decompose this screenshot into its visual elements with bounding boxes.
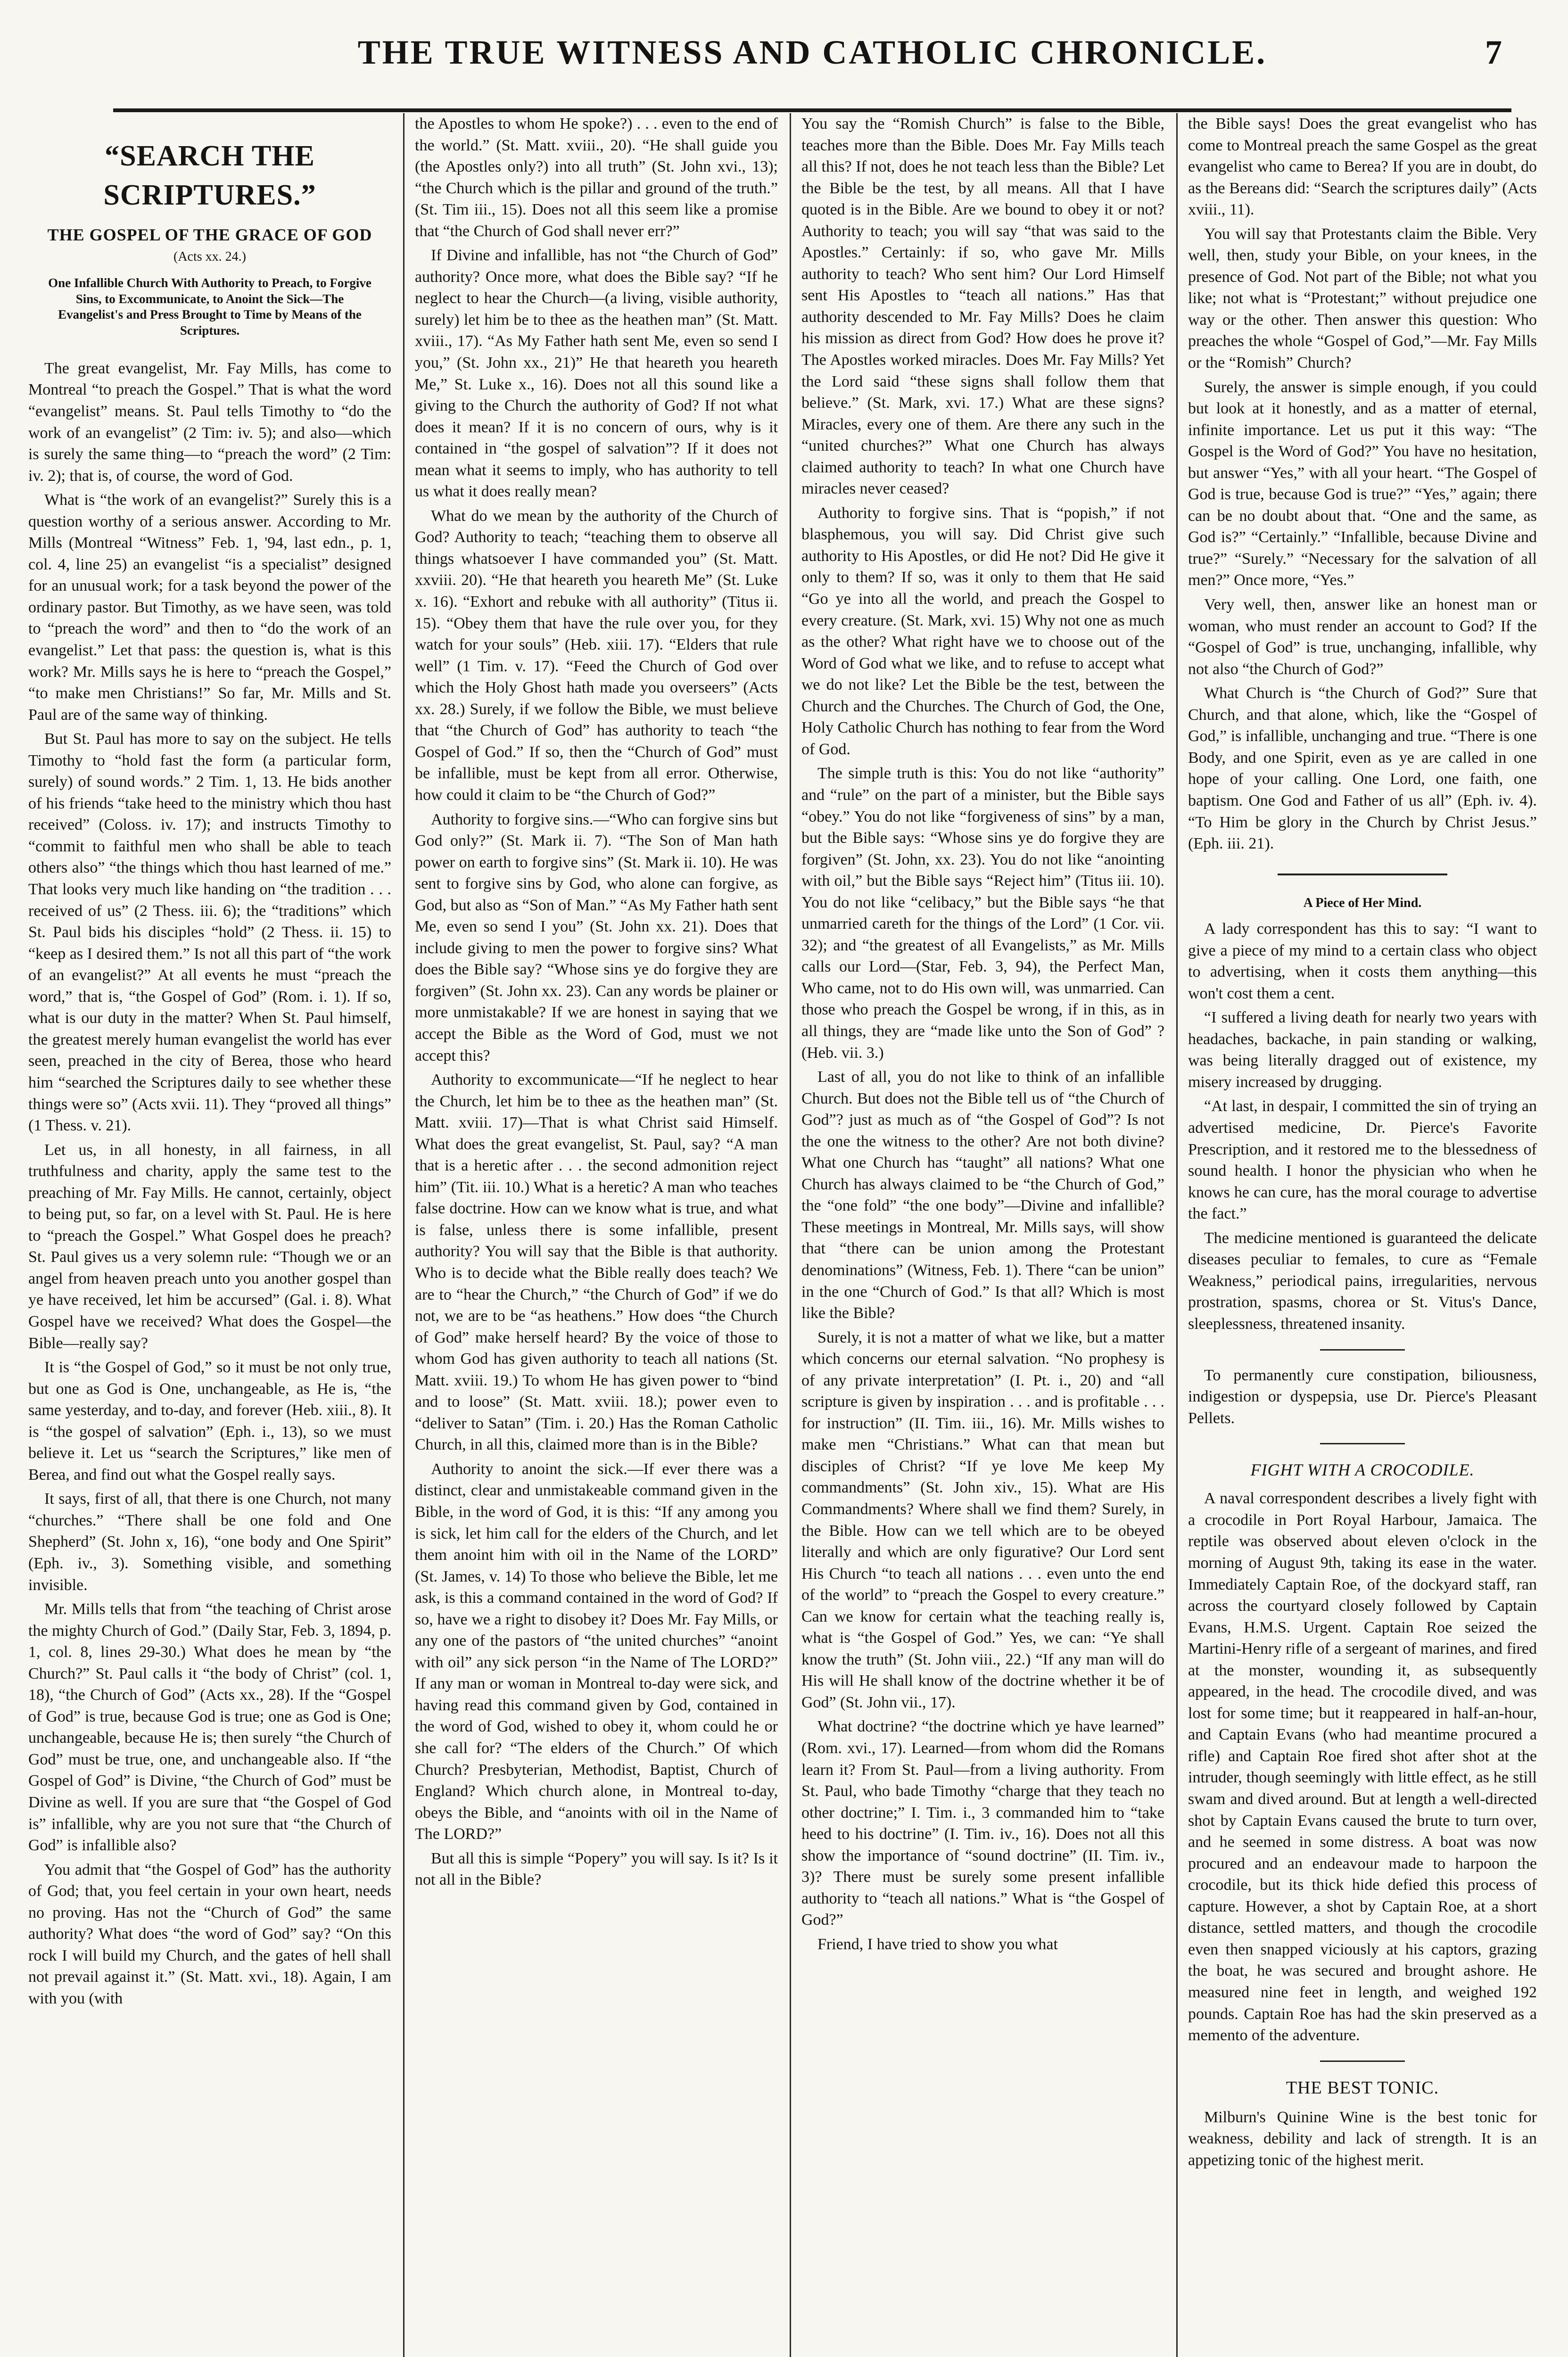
paragraph: Very well, then, answer like an honest man or woman, who must render an account to God? If the “Gospel of God” is true, unchanging, infallible, why not also “the Church of God?” [1188,596,1537,678]
column-2 [415,113,778,2357]
column-rule [790,113,791,2357]
paragraph: What doctrine? “the doctrine which ye have learned” (Rom. xvi., 17). Learned—from whom did the Romans learn it? From St. Paul—from a living authority. From St. Paul, who bade Timothy “charge that they teach no other doctrine;” I. Tim. i., 3 commanded him to “take heed to his doctrine” (I. Tim. iv., 16). Does not all this show the importance of “sound doctrine” (II. Tim. iv., 3)? There must be surely some present infallible authority to “teach all nations.” What is “the Gospel of God?” [801,1718,1164,1929]
paragraph: Let us, in all honesty, in all fairness, in all truthfulness and charity, apply the same test to the preaching of Mr. Fay Mills. He cannot, certainly, object to being put, so far, on a level with St. Paul. He is here to “preach the Gospel.” What Gospel does he preach? St. Paul gives us a very solemn rule: “Though we or an angel from heaven preach unto you another gospel than ye have received, let him be accursed” (Gal. i. 8). What Gospel have we received? What does the Gospel—the Bible—really say? [28,1141,391,1352]
paragraph: Friend, I have tried to show you what [817,1935,1058,1953]
paragraph: You will say that Protestants claim the Bible. Very well, then, study your Bible, on your knees, in the presence of God. Not part of the Bible; not what you like; not what is “Protestant;” without prejudice one way or the other. Then answer this question: Who preaches the whole “Gospel of God,”—Mr. Fay Mills or the “Romish” Church? [1188,225,1537,372]
paragraph: Milburn's Quinine Wine is the best tonic for weakness, debility and lack of strength. It is an appetizing tonic of the highest merit. [1188,2108,1537,2169]
page-number: 7 [1485,33,1502,71]
paragraph: You say the “Romish Church” is false to the Bible, teaches more than the Bible. Does Mr. Fay Mills teach all this? If not, does he not teach less than the Bible? Let the Bible be the test, by all means. All that I have quoted is in the Bible. Are we bound to obey it or not? Authority to teach; you will say “that was said to the Apostles.” Certainly: if so, who gave Mr. Mills authority to teach? Who sent him? Our Lord Himself sent His Apostles to “teach all nations.” Has that authority descended to Mr. Fay Mills? Does he claim his mission as direct from God? How does he prove it? The Apostles worked miracles. Does Mr. Fay Mills? Yet the Lord said “these signs shall follow them that believe.” (St. Mark, xvi. 17.) What are these signs? Miracles, every one of them. Are there any such in the “united churches?” What one Church has always claimed authority to teach? In what one Church have miracles never ceased? [801,115,1164,498]
paragraph: Authority to forgive sins. That is “popish,” if not blasphemous, you will say. Did Christ give such authority to His Apostles, or did He not? Did He give it only to them? If so, was it only to them that He said “Go ye into all the world, and preach the Gospel to every creature. (St. Mark, xvi. 15) Why not one as much as the other? What right have we to choose out of the Word of God what we like, and to refuse to accept what we do not like? Let the Bible be the test, between the Church and the Churches. The Church of God, the One, Holy Catholic Church has nothing to fear from the Word of God. [801,504,1164,758]
paragraph: Authority to forgive sins.—“Who can forgive sins but God only?” (St. Mark ii. 7). “The Son of Man hath power on earth to forgive sins” (St. Mark ii. 10). He was sent to forgive sins by God, who alone can forgive, as God, but also as “Son of Man.” “As My Father hath sent Me, even so send I you” (St. John xx. 21). Does that include giving to men the power to forgive sins? What does the Bible say? “Whose sins ye do forgive they are forgiven” (St. John xx. 23). Can any words be plainer or more unmistakable? If we are honest in saying that we accept the Bible as the Word of God, must we not accept this? [415,810,778,1064]
paragraph: The great evangelist, Mr. Fay Mills, has come to Montreal “to preach the Gospel.” That is what the word “evangelist” means. St. Paul tells Timothy to “do the work of an evangelist” (2 Tim: iv. 5); and also—which is surely the same thing—to “preach the word” (2 Tim: iv. 2); that is, of course, the word of God. [28,359,391,485]
paragraph: What do we mean by the authority of the Church of God? Authority to teach; “teaching them to observe all things whatsoever I have commanded you” (St. Matt. xxviii. 20). “He that heareth you heareth Me” (St. Luke x. 16). “Exhort and rebuke with all authority” (Titus ii. 15). “Obey them that have the rule over you, for they watch for your souls” (Heb. xiii. 17). “Elders that rule well” (1 Tim. v. 17). “Feed the Church of God over which the Holy Ghost hath made you overseers” (Acts xx. 28.) Surely, if we follow the Bible, we must believe that “the Church of God” has authority to teach “the Gospel of God.” If so, then the “Church of God” must be infallible, must be kept from all error. Otherwise, how could it claim to be “the Church of God?” [415,507,778,804]
article-reference: (Acts xx. 24.) [173,249,246,264]
paragraph: A lady correspondent has this to say: “I want to give a piece of my mind to a certain class who object to advertising, when it costs them anything—this won't cost them a cent. [1188,920,1537,1002]
piece-headline: A Piece of Her Mind. [1303,895,1422,910]
paragraph: But St. Paul has more to say on the subject. He tells Timothy to “hold fast the form (a particular form, surely) of sound words.” 2 Tim. 1, 13. He bids another of his friends “take heed to the ministry which thou hast received” (Coloss. iv. 17); and instructs Timothy to “commit to faithful men who shall be able to teach others also” “the things which thou hast learned of me.” That looks very much like handing on “the tradition . . . received of us” (2 Thess. iii. 6); the “traditions” which St. Paul bids his disciples “hold” (2 Thess. ii. 15) to “keep as I desired them.” Is not all this part of “the work of an evangelist?” At all events he must “preach the word,” that is, “the Gospel of God” (Rom. i. 1). If so, what is our duty in the matter? When St. Paul himself, the greatest merely human evangelist the world has ever seen, preached in the city of Berea, those who heard him “searched the Scriptures daily to see whether these things were so” (Acts xvii. 11). They “proved all things” (1 Thess. v. 21). [28,730,391,1135]
paragraph: It says, first of all, that there is one Church, not many “churches.” “There shall be one fold and One Shepherd” (St. John x, 16), “one body and One Spirit” (Eph. iv., 3). Something visible, and something invisible. [28,1490,391,1594]
paragraph: But all this is simple “Popery” you will say. Is it? Is it not all in the Bible? [415,1849,778,1889]
columns [28,113,1537,2357]
paragraph: the Apostles to whom He spoke?) . . . even to the end of the world.” (St. Matt. xviii., 20). “He shall guide you (the Apostles only?) into all truth” (St. John xvi., 13); “the Church which is the pillar and ground of the truth.” (St. Tim iii., 15). Does not all this seem like a promise that “the Church of God shall never err?” [415,115,778,240]
paragraph: You admit that “the Gospel of God” has the authority of God; that, you feel certain in your own heart, needs no proving. Has not the “Church of God” the same authority? What does “the word of God” say? “On this rock I will build my Church, and the gates of hell shall not prevail against it.” (St. Matt. xvi., 18). Again, I am with you (with [28,1861,391,2007]
paragraph: A naval correspondent describes a lively fight with a crocodile in Port Royal Harbour, Jamaica. The reptile was observed about eleven o'clock in the morning of August 9th, taking its ease in the water. Immediately Captain Roe, of the dockyard staff, ran across the courtyard closely followed by Captain Evans, H.M.S. Urgent. Captain Roe seized the Martini-Henry rifle of a sergeant of marines, and fired at the monster, wounding it, as subsequently appeared, in the head. The crocodile dived, and was lost for some time; but it reappeared in half-an-hour, and Captain Evans (who had meantime procured a rifle) and Captain Roe fired shot after shot at the intruder, though seemingly with little effect, as he still swam and dived around. But at length a well-directed shot by Captain Evans caused the brute to turn over, and he seemed in some distress. A boat was now procured and an endeavour made to harpoon the crocodile, but its thick hide defied this process of capture. However, a shot by Captain Roe, at a short distance, settled matters, and though the crocodile even then snapped viciously at his captors, grazing the boat, he was secured and brought ashore. He measured nine feet in length, and weighed 192 pounds. Captain Roe has had the skin preserved as a memento of the adventure. [1188,1490,1537,2044]
column-1 [28,113,391,2357]
paragraph: Surely, it is not a matter of what we like, but a matter which concerns our eternal salvation. “No prophesy is of any private interpretation” (I. Pt. i., 20) and “all scripture is given by inspiration . . . and is profitable . . . for instruction” (II. Tim. iii., 16). Mr. Mills wishes to make men “Christians.” What can that mean but disciples of Christ? “If ye love Me keep My commandments” (St. John xiv., 15). What are His Commandments? Where shall we find them? Surely, in the Bible. How can we tell which are to be obeyed literally and which are only figurative? Our Lord sent His Church “to teach all nations . . . even unto the end of the world” to “preach the Gospel to every creature.” Can we know for certain what the teaching really is, what is “the Gospel of God.” Yes, we can: “Ye shall know the truth” (St. John viii., 22.) “If any man will do His will He shall know of the doctrine whether it be of God” (St. John vii., 17). [801,1328,1164,1711]
paragraph: To permanently cure constipation, biliousness, indigestion or dyspepsia, use Dr. Pierce's Pleasant Pellets. [1188,1366,1537,1427]
article-subhead: THE GOSPEL OF THE GRACE OF GOD [47,225,372,245]
paragraph: the Bible says! Does the great evangelist who has come to Montreal preach the same Gospel as the great evangelist who came to Berea? If you are in doubt, do as the Bereans did: “Search the scriptures daily” (Acts xviii., 11). [1188,115,1537,219]
section-divider [1320,1443,1405,1444]
paragraph: The simple truth is this: You do not like “authority” and “rule” on the part of a minister, but the Bible says “obey.” You do not like “forgiveness of sins” by a man, but the Bible says: “Whose sins ye do forgive they are forgiven” (St. John, xx. 23). You do not like “anointing with oil,” but the Bible says “Reject him” (Titus iii. 10). You do not like “celibacy,” but the Bible says “he that unmarried careth for the things of the Lord” (1 Cor. vii. 32); and “the greatest of all Evangelists,” as Mr. Mills calls our Lord—(Star, Feb. 3, 94), the Perfect Man, Who came, not to do His own will, was unmarried. Can those who preach the Gospel be wrong, if in this, as in all things, they are “made like unto the Son of God” ? (Heb. vii. 3.) [801,765,1164,1062]
crocodile-headline: FIGHT WITH A CROCODILE. [1250,1460,1475,1480]
paragraph: Mr. Mills tells that from “the teaching of Christ arose the mighty Church of God.” (Daily Star, Feb. 3, 1894, p. 1, col. 8, lines 29-30.) What does he mean by “the Church?” St. Paul calls it “the body of Christ” (col. 1, 18), “the Church of God” (Acts xx., 28). If the “Gospel of God” is true, because God is true; one as God is One; unchangeable, because He is; then surely “the Church of God” must be true, one, and unchangeable also. If “the Gospel of God” is Divine, “the Church of God” must be Divine as well. If you are sure that “the Gospel of God is” infallible, why are you not sure that “the Church of God” is infallible also? [28,1600,391,1854]
paragraph: If Divine and infallible, has not “the Church of God” authority? Once more, what does the Bible say? “If he neglect to hear the Church—(a living, visible authority, surely) let him be to thee as the heathen man” (St. Matt. xviii., 17). “As My Father hath sent Me, even so send I you,” (St. John xx., 21)” He that heareth you heareth Me,” St. Luke x., 16). Does not all this sound like a giving to the Church the authority of God? If not what does it mean? If it is no concern of ours, why is it contained in “the gospel of salvation”? If it does not mean what it seems to imply, who has authority to tell us what it does really mean? [415,247,778,501]
paragraph: Surely, the answer is simple enough, if you could but look at it honestly, and as a matter of eternal, infinite importance. Let us put it this way: “The Gospel is the Word of God?” You have no hesitation, but answer “Yes,” with all your heart. “The Gospel of God is true, because God is true?” “Yes,” again; there can be no doubt about that. “One and the same, as God is?” “Certainly.” “Infallible, because Divine and true?” “Surely.” “Necessary for the salvation of all men?” Once more, “Yes.” [1188,378,1537,589]
masthead [113,19,1511,112]
paragraph: Authority to excommunicate—“If he neglect to hear the Church, let him be to thee as the heathen man” (St. Matt. xviii. 17)—That is what Christ said Himself. What does the great evangelist, St. Paul, say? “A man that is a heretic after . . . the second admonition reject him” (Tit. iii. 10.) What is a heretic? A man who teaches false doctrine. How can we know what is true, and what is false, unless there is some infallible, present authority? You will say that the Bible is that authority. Who is to decide what the Bible really does teach? We are to “hear the Church,” “the Church of God” if we do not, we are to be “as heathens.” How does “the Church of God” make herself heard? By the voice of those to whom God has given authority to teach all nations (St. Matt. xviii. 19.) To whom He has given power to “bind and to loose” (St. Matt. xviii. 18.); power even to “deliver to Satan” (Tim. i. 20.) Has the Roman Catholic Church, in all this, claimed more than is in the Bible? [415,1071,778,1454]
paragraph: What Church is “the Church of God?” Sure that Church, and that alone, which, like the “Gospel of God,” is infallible, unchanging and true. “There is one Body, and one Spirit, even as ye are called in one hope of your calling. One Lord, one faith, one baptism. One God and Father of us all” (Eph. iv. 4). “To Him be glory in the Church by Christ Jesus.” (Eph. iii. 21). [1188,684,1537,853]
paragraph: It is “the Gospel of God,” so it must be not only true, but one as God is One, unchangeable, as He is, “the same yesterday, and to-day, and forever (Heb. xiii., 8). It is “the gospel of salvation” (Eph. i., 13), so we must believe it. Let us “search the Scriptures,” like men of Berea, and find out what the Gospel really says. [28,1359,391,1483]
paragraph: What is “the work of an evangelist?” Surely this is a question worthy of a serious answer. According to Mr. Mills (Montreal “Witness” Feb. 1, '94, last edn., p. 1, col. 4, line 25) an evangelist “is a specialist” designed for an unusual work; for a task beyond the power of the ordinary pastor. But Timothy, as we have seen, was told to “preach the word” and then to “do the work of an evangelist.” Let that pass: the question is, what is this work? Mr. Mills says he is here to “preach the Gospel,” “to make men Christians!” So far, Mr. Mills and St. Paul are of the same way of thinking. [28,491,391,724]
section-divider [1278,874,1447,875]
section-divider [1320,1349,1405,1351]
tonic-headline: THE BEST TONIC. [1286,2077,1439,2098]
column-4 [1188,113,1537,2357]
paragraph: “I suffered a living death for nearly two years with headaches, backache, in pain standing or walking, was being literally dragged out of existence, my misery increased by drugging. [1188,1009,1537,1091]
paragraph: “At last, in despair, I committed the sin of trying an advertised medicine, Dr. Pierce's Favorite Prescription, and it restored me to the blessedness of sound health. I honor the physician who when he knows he can cure, has the moral courage to advertise the fact.” [1188,1097,1537,1223]
article-headline: “SEARCH THE SCRIPTURES.” [103,140,316,212]
newspaper-title: THE TRUE WITNESS AND CATHOLIC CHRONICLE. [357,33,1267,71]
section-divider [1320,2060,1405,2062]
column-rule [403,113,404,2357]
article-deck: One Infallible Church With Authority to Preach, to Forgive Sins, to Excommunicate, to Anoint the Sick—The Evangelist's and Press Brought to Time by Means of the Scriptures. [48,275,371,338]
paragraph: The medicine mentioned is guaranteed the delicate diseases peculiar to females, to cure as “Female Weakness,” periodical pains, irregularities, nervous prostration, spasms, chorea or St. Vitus's Dance, sleeplessness, threatened insanity. [1188,1229,1537,1333]
column-rule [1176,113,1178,2357]
column-3 [801,113,1164,2357]
paragraph: Last of all, you do not like to think of an infallible Church. But does not the Bible tell us of “the Church of God”? just as much as of “the Gospel of God”? Is not the one the witness to the other? Are not both divine? What one Church has “taught” all nations? What one Church has always claimed to be “the Church of God,” the “one fold” “the one body”—Divine and infallible? These meetings in Montreal, Mr. Mills says, will show that “there can be union among the Protestant denominations” (Witness, Feb. 1). There “can be union” in the one “Church of God.” Is that all? Which is most like the Bible? [801,1068,1164,1322]
paragraph: Authority to anoint the sick.—If ever there was a distinct, clear and unmistakeable command given in the Bible, in the word of God, it is this: “If any among you is sick, let him call for the elders of the Church, and let them anoint him with oil in the Name of the LORD” (St. James, v. 14) To those who believe the Bible, let me ask, is this a command contained in the word of God? If so, have we a right to disobey it? Does Mr. Fay Mills, or any one of the pastors of “the united churches” “anoint with oil” any sick person “in the Name of The LORD?” If any man or woman in Montreal to-day were sick, and having read this command given by God, contained in the word of God, wished to obey it, whom could he or she call for? “The elders of the Church.” Of which Church? Presbyterian, Methodist, Baptist, Church of England? Which church alone, in Montreal to-day, obeys the Bible, and “anoints with oil in the Name of The LORD?” [415,1460,778,1843]
